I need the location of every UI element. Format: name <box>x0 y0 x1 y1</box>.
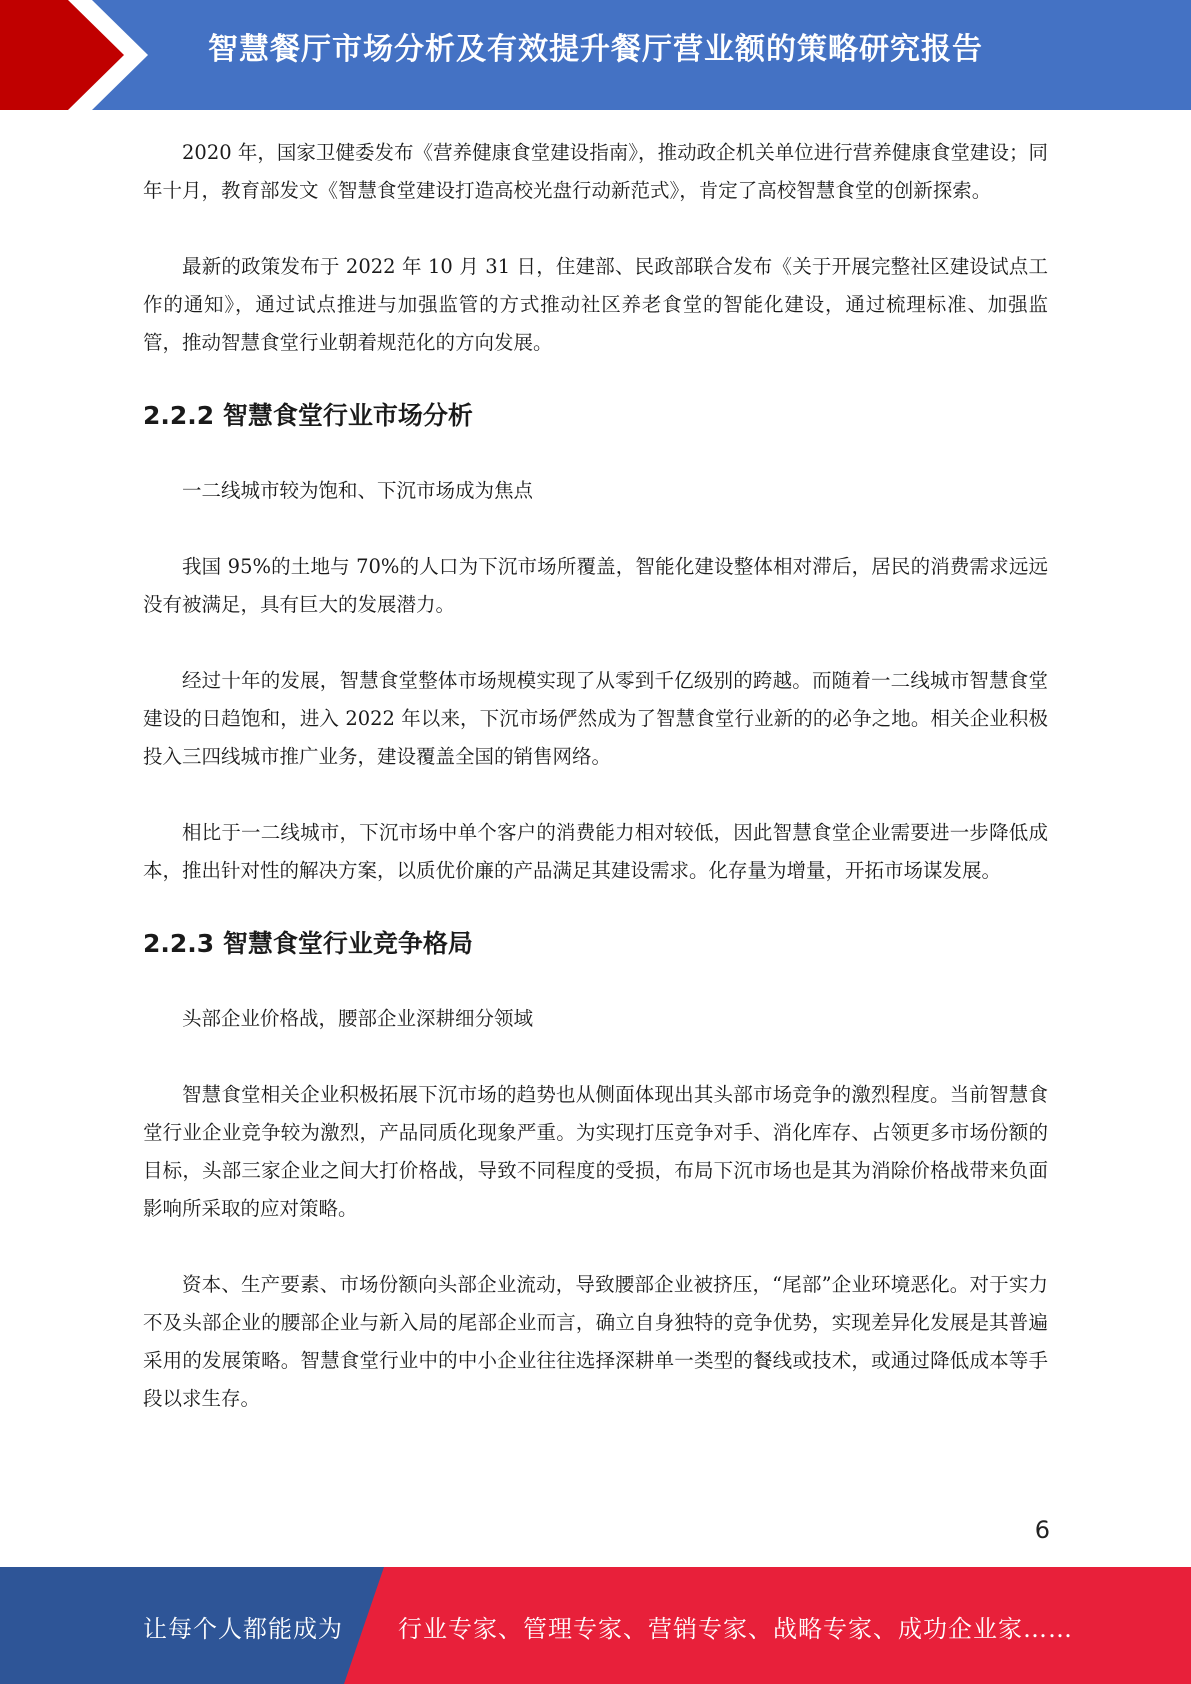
footer-slogan-right: 行业专家、管理专家、营销专家、战略专家、成功企业家…… <box>398 1615 1073 1643</box>
document-body <box>143 134 1048 1418</box>
report-title: 智慧餐厅市场分析及有效提升餐厅营业额的策略研究报告 <box>208 32 983 67</box>
page-footer <box>0 1567 1191 1684</box>
paragraph-policy-2022: 最新的政策发布于 2022 年 10 月 31 日，住建部、民政部联合发布《关于开展完整社区建设试点工作的通知》，通过试点推进与加强监管的方式推动社区养老食堂的智能化建设，通过梳理标准、加强监管，推动智慧食堂行业朝着规范化的方向发展。 <box>143 255 1048 354</box>
page-number: 6 <box>1034 1516 1050 1544</box>
subsection-title-lower-tier-markets: 一二线城市较为饱和、下沉市场成为焦点 <box>182 479 534 502</box>
header-chevron-decoration <box>0 0 160 110</box>
section-heading-market-analysis: 2.2.2 智慧食堂行业市场分析 <box>143 401 473 430</box>
subsection-title-price-war: 头部企业价格战，腰部企业深耕细分领域 <box>182 1007 534 1030</box>
paragraph-policy-2020: 2020 年，国家卫健委发布《营养健康食堂建设指南》，推动政企机关单位进行营养健康食堂建设；同年十月，教育部发文《智慧食堂建设打造高校光盘行动新范式》，肯定了高校智慧食堂的创新探索。 <box>143 141 1048 202</box>
paragraph-market-growth: 经过十年的发展，智慧食堂整体市场规模实现了从零到千亿级别的跨越。而随着一二线城市智慧食堂建设的日趋饱和，进入 2022 年以来，下沉市场俨然成为了智慧食堂行业新的的必争之地。相关企业积极投入三四线城市推广业务，建设覆盖全国的销售网络。 <box>143 669 1048 768</box>
paragraph-cost-reduction: 相比于一二线城市，下沉市场中单个客户的消费能力相对较低，因此智慧食堂企业需要进一步降低成本，推出针对性的解决方案，以质优价廉的产品满足其建设需求。化存量为增量，开拓市场谋发展。 <box>143 821 1048 882</box>
footer-slogan-left: 让每个人都能成为 <box>143 1615 343 1643</box>
paragraph-head-competition: 智慧食堂相关企业积极拓展下沉市场的趋势也从侧面体现出其头部市场竞争的激烈程度。当前智慧食堂行业企业竞争较为激烈，产品同质化现象严重。为实现打压竞争对手、消化库存、占领更多市场份额的目标，头部三家企业之间大打价格战，导致不同程度的受损，布局下沉市场也是其为消除价格战带来负面影响所采取的应对策略。 <box>143 1083 1048 1220</box>
page-header <box>0 0 1191 110</box>
paragraph-differentiation: 资本、生产要素、市场份额向头部企业流动，导致腰部企业被挤压，“尾部”企业环境恶化。对于实力不及头部企业的腰部企业与新入局的尾部企业而言，确立自身独特的竞争优势，实现差异化发展是其普遍采用的发展策略。智慧食堂行业中的中小企业往往选择深耕单一类型的餐线或技术，或通过降低成本等手段以求生存。 <box>143 1273 1048 1410</box>
section-heading-competition: 2.2.3 智慧食堂行业竞争格局 <box>143 929 473 958</box>
paragraph-lower-tier-potential: 我国 95%的土地与 70%的人口为下沉市场所覆盖，智能化建设整体相对滞后，居民的消费需求远远没有被满足，具有巨大的发展潜力。 <box>143 555 1048 616</box>
